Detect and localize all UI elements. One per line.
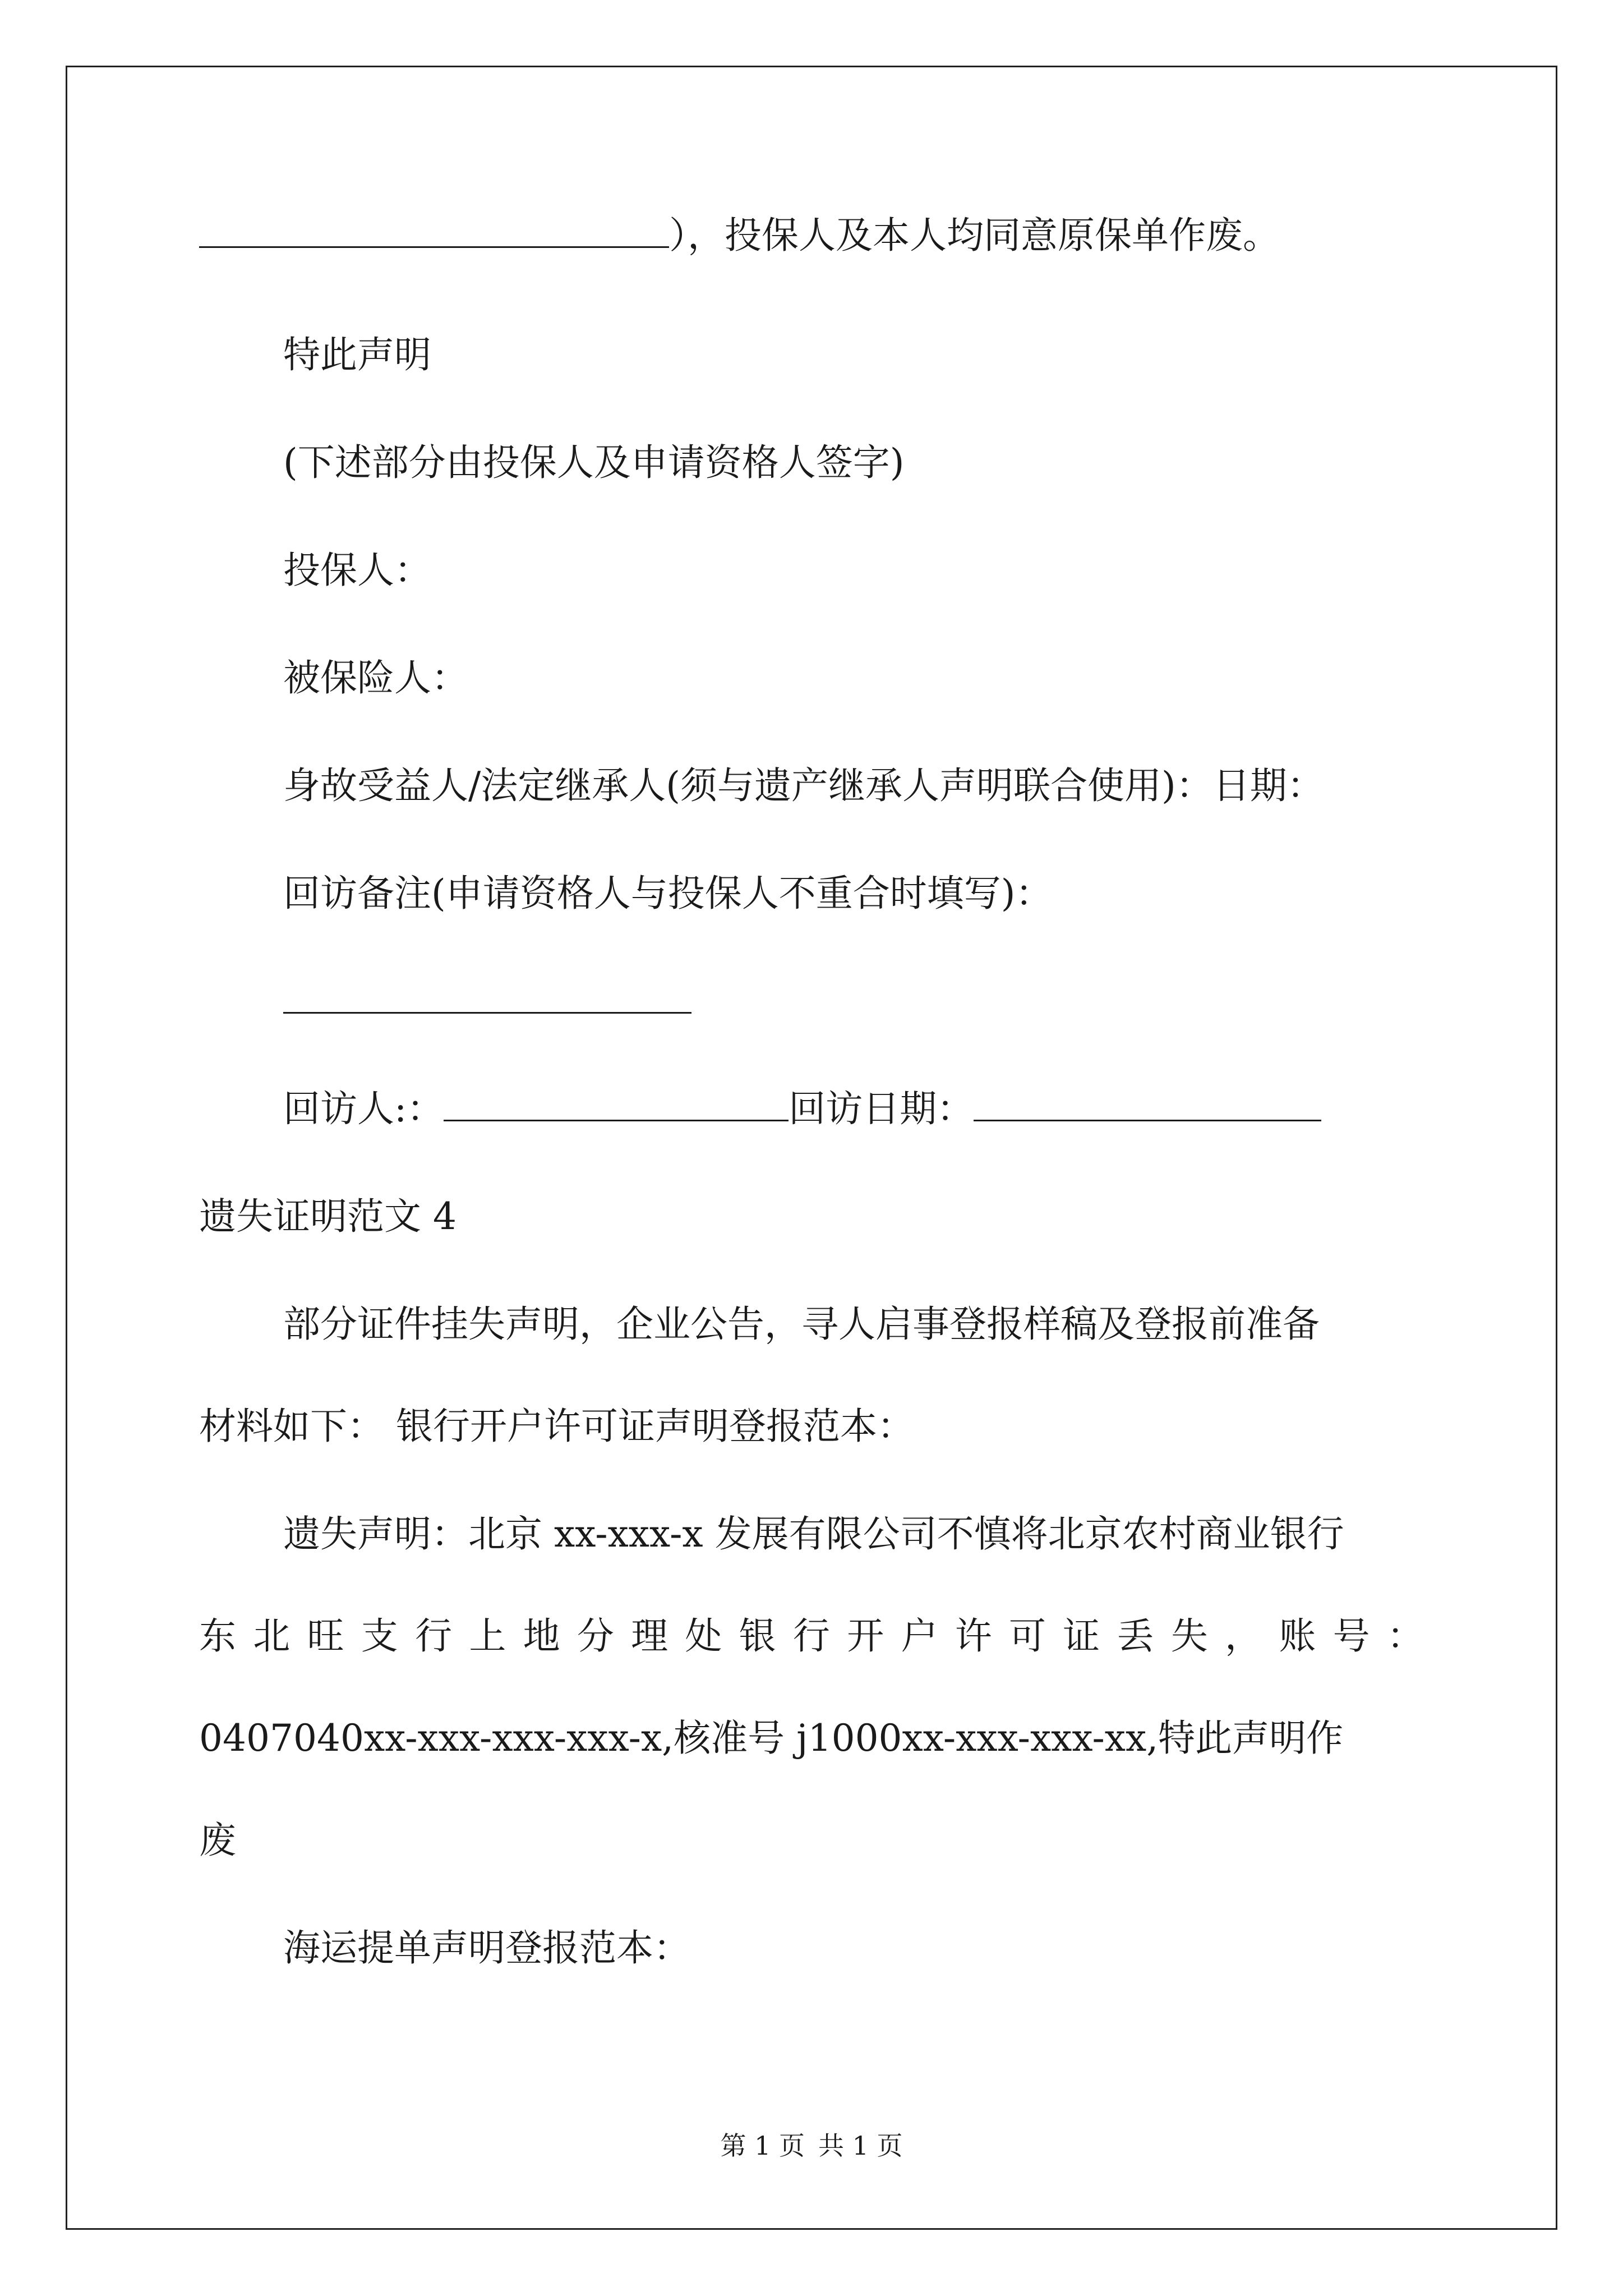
justified-char: 许: [955, 1614, 992, 1658]
justified-char: ，: [1225, 1614, 1262, 1658]
justified-char: ：: [1386, 1614, 1424, 1658]
justified-char: 证: [1063, 1614, 1100, 1658]
page-number: 第 1 页: [720, 2131, 805, 2161]
justified-char: 支: [361, 1614, 398, 1658]
paragraph-2-line-3: 0407040xx-xxx-xxx-xxx-x,核准号 j1000xx-xxx-xxx-xx,特此声明作: [199, 1717, 1344, 1760]
justified-char: 旺: [307, 1614, 344, 1658]
doc-line-4: 投保人：: [283, 549, 431, 592]
doc-line-8: [283, 976, 691, 1027]
doc-line-2: 特此声明: [283, 333, 431, 376]
justified-char: 处: [685, 1614, 722, 1658]
justified-char: 可: [1008, 1614, 1046, 1658]
paragraph-2-line-4: 废: [199, 1819, 236, 1862]
paragraph-2-line-2: [199, 1611, 1424, 1662]
justified-char: 分: [577, 1614, 614, 1658]
justified-char: 户: [901, 1614, 938, 1658]
paragraph-2-line-1: 遗失声明：北京 xx-xxx-x 发展有限公司不慎将北京农村商业银行: [283, 1512, 1344, 1556]
justified-char: 地: [523, 1614, 560, 1658]
blank-underline: [199, 211, 669, 248]
justified-char: 东: [199, 1614, 236, 1658]
paragraph-3: 海运提单声明登报范本：: [283, 1926, 690, 1970]
justified-char: 北: [253, 1614, 291, 1658]
page-border: [66, 66, 1557, 2230]
paragraph-1-line-1: 部分证件挂失声明，企业公告，寻人启事登报样稿及登报前准备: [283, 1303, 1320, 1346]
doc-line-5: 被保险人：: [283, 656, 468, 700]
blank-underline: [444, 1085, 789, 1121]
doc-line-9: 回访人:： 回访日期：: [283, 1084, 1321, 1134]
justified-char: 号: [1332, 1614, 1370, 1658]
doc-line-1: ），投保人及本人均同意原保单作废。: [199, 210, 1280, 261]
justified-char: 账: [1279, 1614, 1316, 1658]
doc-line-6: 身故受益人/法定继承人(须与遗产继承人声明联合使用)：日期：: [283, 764, 1324, 807]
blank-underline: [974, 1085, 1321, 1121]
blank-underline: [283, 977, 691, 1014]
justified-char: 丢: [1117, 1614, 1154, 1658]
justified-char: 上: [469, 1614, 506, 1658]
paragraph-1-line-2: 材料如下： 银行开户许可证声明登报范本：: [199, 1405, 914, 1448]
justified-char: 行: [415, 1614, 453, 1658]
doc-line-3: (下述部分由投保人及申请资格人签字): [283, 441, 905, 484]
justified-char: 行: [792, 1614, 830, 1658]
justified-char: 银: [739, 1614, 776, 1658]
section-heading: 遗失证明范文 4: [199, 1195, 457, 1238]
justified-char: 开: [847, 1614, 884, 1658]
page-footer: [0, 2129, 1623, 2162]
justified-char: 理: [631, 1614, 668, 1658]
doc-line-7: 回访备注(申请资格人与投保人不重合时填写)：: [283, 872, 1053, 915]
page-total: 共 1 页: [818, 2131, 903, 2161]
justified-char: 失: [1170, 1614, 1208, 1658]
